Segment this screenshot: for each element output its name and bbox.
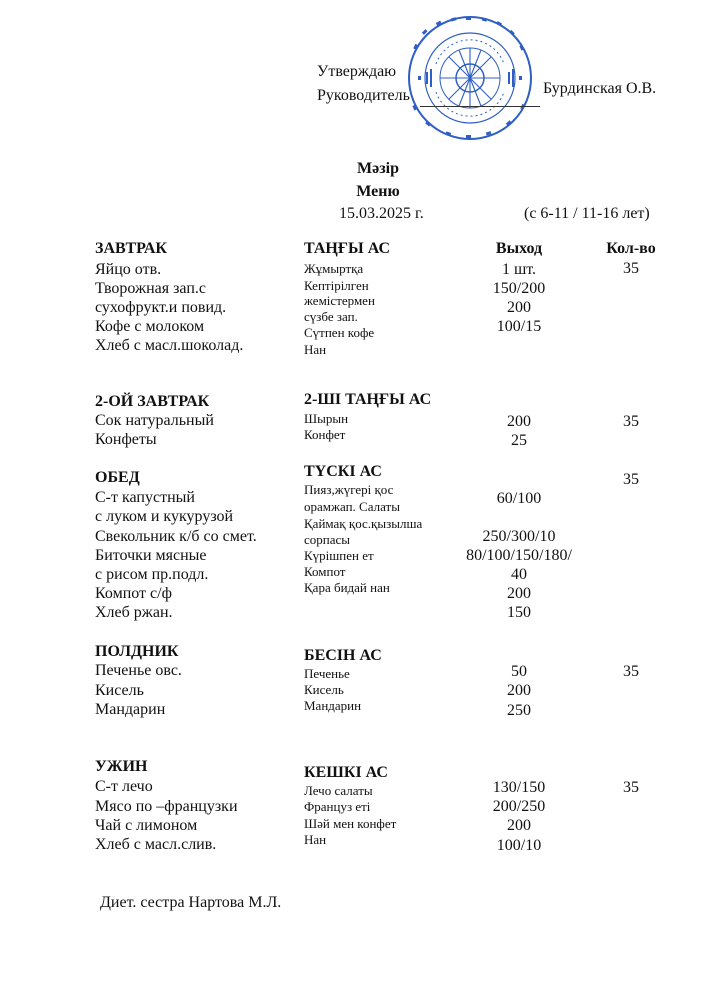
dish-kk: Конфет [304, 427, 346, 442]
dietitian-signature: Диет. сестра Нартова М.Л. [100, 894, 282, 911]
column-header-yield: Выход [495, 240, 543, 257]
dish-ru: Чай с лимоном [95, 817, 198, 834]
dish-yield: 200/250 [492, 798, 546, 815]
menu-date: 15.03.2025 г. [339, 205, 424, 222]
meal-quantity: 35 [623, 663, 639, 680]
dish-yield: 130/150 [492, 779, 546, 796]
dish-yield: 150 [507, 604, 531, 621]
dish-ru: сухофрукт.и повид. [95, 299, 227, 316]
meal-title-kk: ТАҢҒЫ АС [304, 240, 391, 257]
dish-kk: Шырын [304, 411, 349, 426]
meal-quantity: 35 [623, 260, 639, 277]
dish-ru: Конфеты [95, 431, 157, 448]
dish-ru: Яйцо отв. [95, 261, 162, 278]
dish-ru: с луком и кукурузой [95, 508, 234, 525]
dish-yield: 200 [507, 817, 531, 834]
dish-ru: Творожная зап.с [95, 280, 206, 297]
dish-yield: 1 шт. [501, 261, 537, 278]
dish-kk: орамжап. Салаты [304, 499, 400, 514]
dish-ru: Кофе с молоком [95, 318, 205, 335]
dish-yield: 100/15 [496, 318, 542, 335]
dish-kk: сүзбе зап. [304, 309, 358, 324]
dish-ru: Печенье овс. [95, 662, 182, 679]
meal-title-kk: КЕШКІ АС [304, 764, 388, 781]
dish-ru: Биточки мясные [95, 547, 207, 564]
meal-quantity: 35 [623, 779, 639, 796]
meal-title-kk: ТҮСКІ АС [304, 463, 382, 480]
meal-title-kk: 2-ШІ ТАҢҒЫ АС [304, 391, 432, 408]
dish-yield: 150/200 [492, 280, 546, 297]
dish-ru: Кисель [95, 682, 144, 699]
age-groups: (с 6-11 / 11-16 лет) [524, 205, 650, 222]
official-seal-stamp [406, 14, 534, 142]
dish-ru: с рисом пр.подл. [95, 566, 209, 583]
meal-title-ru: ОБЕД [95, 469, 140, 486]
dish-kk: Лечо салаты [304, 783, 373, 798]
dish-ru: Хлеб с масл.слив. [95, 836, 217, 853]
dish-kk: Қаймақ қос.қызылша [304, 516, 423, 531]
dish-kk: Сүтпен кофе [304, 325, 375, 340]
dish-kk: Нан [304, 342, 327, 357]
dish-ru: Мандарин [95, 701, 166, 718]
dish-yield: 25 [511, 432, 527, 449]
title-kazakh: Мәзір [357, 160, 399, 177]
dish-kk: сорпасы [304, 532, 351, 547]
dish-ru: Хлеб с масл.шоколад. [95, 337, 244, 354]
dish-yield: 200 [507, 682, 531, 699]
dish-yield: 200 [507, 413, 531, 430]
approver-name: Бурдинская О.В. [543, 80, 657, 97]
dish-kk: Печенье [304, 666, 350, 681]
dish-kk: Күрішпен ет [304, 548, 374, 563]
meal-title-ru: 2-ОЙ ЗАВТРАК [95, 393, 210, 410]
dish-ru: Сок натуральный [95, 412, 214, 429]
approve-label: Утверждаю [317, 63, 397, 80]
meal-quantity: 35 [623, 471, 639, 488]
dish-kk: Компот [304, 564, 346, 579]
dish-yield: 60/100 [496, 490, 542, 507]
dish-yield: 50 [511, 663, 527, 680]
dish-ru: Компот с/ф [95, 585, 172, 602]
dish-ru: Мясо по –французки [95, 798, 238, 815]
dish-kk: Кептірілген [304, 278, 369, 293]
dish-kk: Нан [304, 832, 327, 847]
dish-yield: 200 [507, 585, 531, 602]
dish-kk: жемістермен [304, 293, 375, 308]
meal-title-ru: УЖИН [95, 758, 148, 775]
dish-kk: Француз еті [304, 799, 371, 814]
dish-kk: Шәй мен конфет [304, 816, 397, 831]
meal-quantity: 35 [623, 413, 639, 430]
dish-kk: Пияз,жүгері қос [304, 482, 394, 497]
column-header-quantity: Кол-во [606, 240, 656, 257]
meal-title-ru: ЗАВТРАК [95, 240, 168, 257]
dish-yield: 250/300/10 [482, 528, 556, 545]
dish-ru: С-т капустный [95, 489, 195, 506]
dish-ru: С-т лечо [95, 778, 153, 795]
dish-yield: 250 [507, 702, 531, 719]
signature-line [420, 106, 540, 107]
dish-yield: 40 [511, 566, 527, 583]
dish-ru: Свекольник к/б со смет. [95, 528, 257, 545]
meal-title-kk: БЕСІН АС [304, 647, 382, 664]
meal-title-ru: ПОЛДНИК [95, 643, 179, 660]
dish-yield: 80/100/150/180/ [466, 547, 572, 564]
approver-position: Руководитель [317, 87, 410, 104]
dish-kk: Мандарин [304, 698, 362, 713]
dish-kk: Қара бидай нан [304, 580, 390, 595]
dish-ru: Хлеб ржан. [95, 604, 173, 621]
dish-kk: Кисель [304, 682, 344, 697]
title-russian: Меню [356, 183, 400, 200]
dish-kk: Жұмыртқа [304, 261, 364, 276]
dish-yield: 100/10 [496, 837, 542, 854]
dish-yield: 200 [507, 299, 531, 316]
